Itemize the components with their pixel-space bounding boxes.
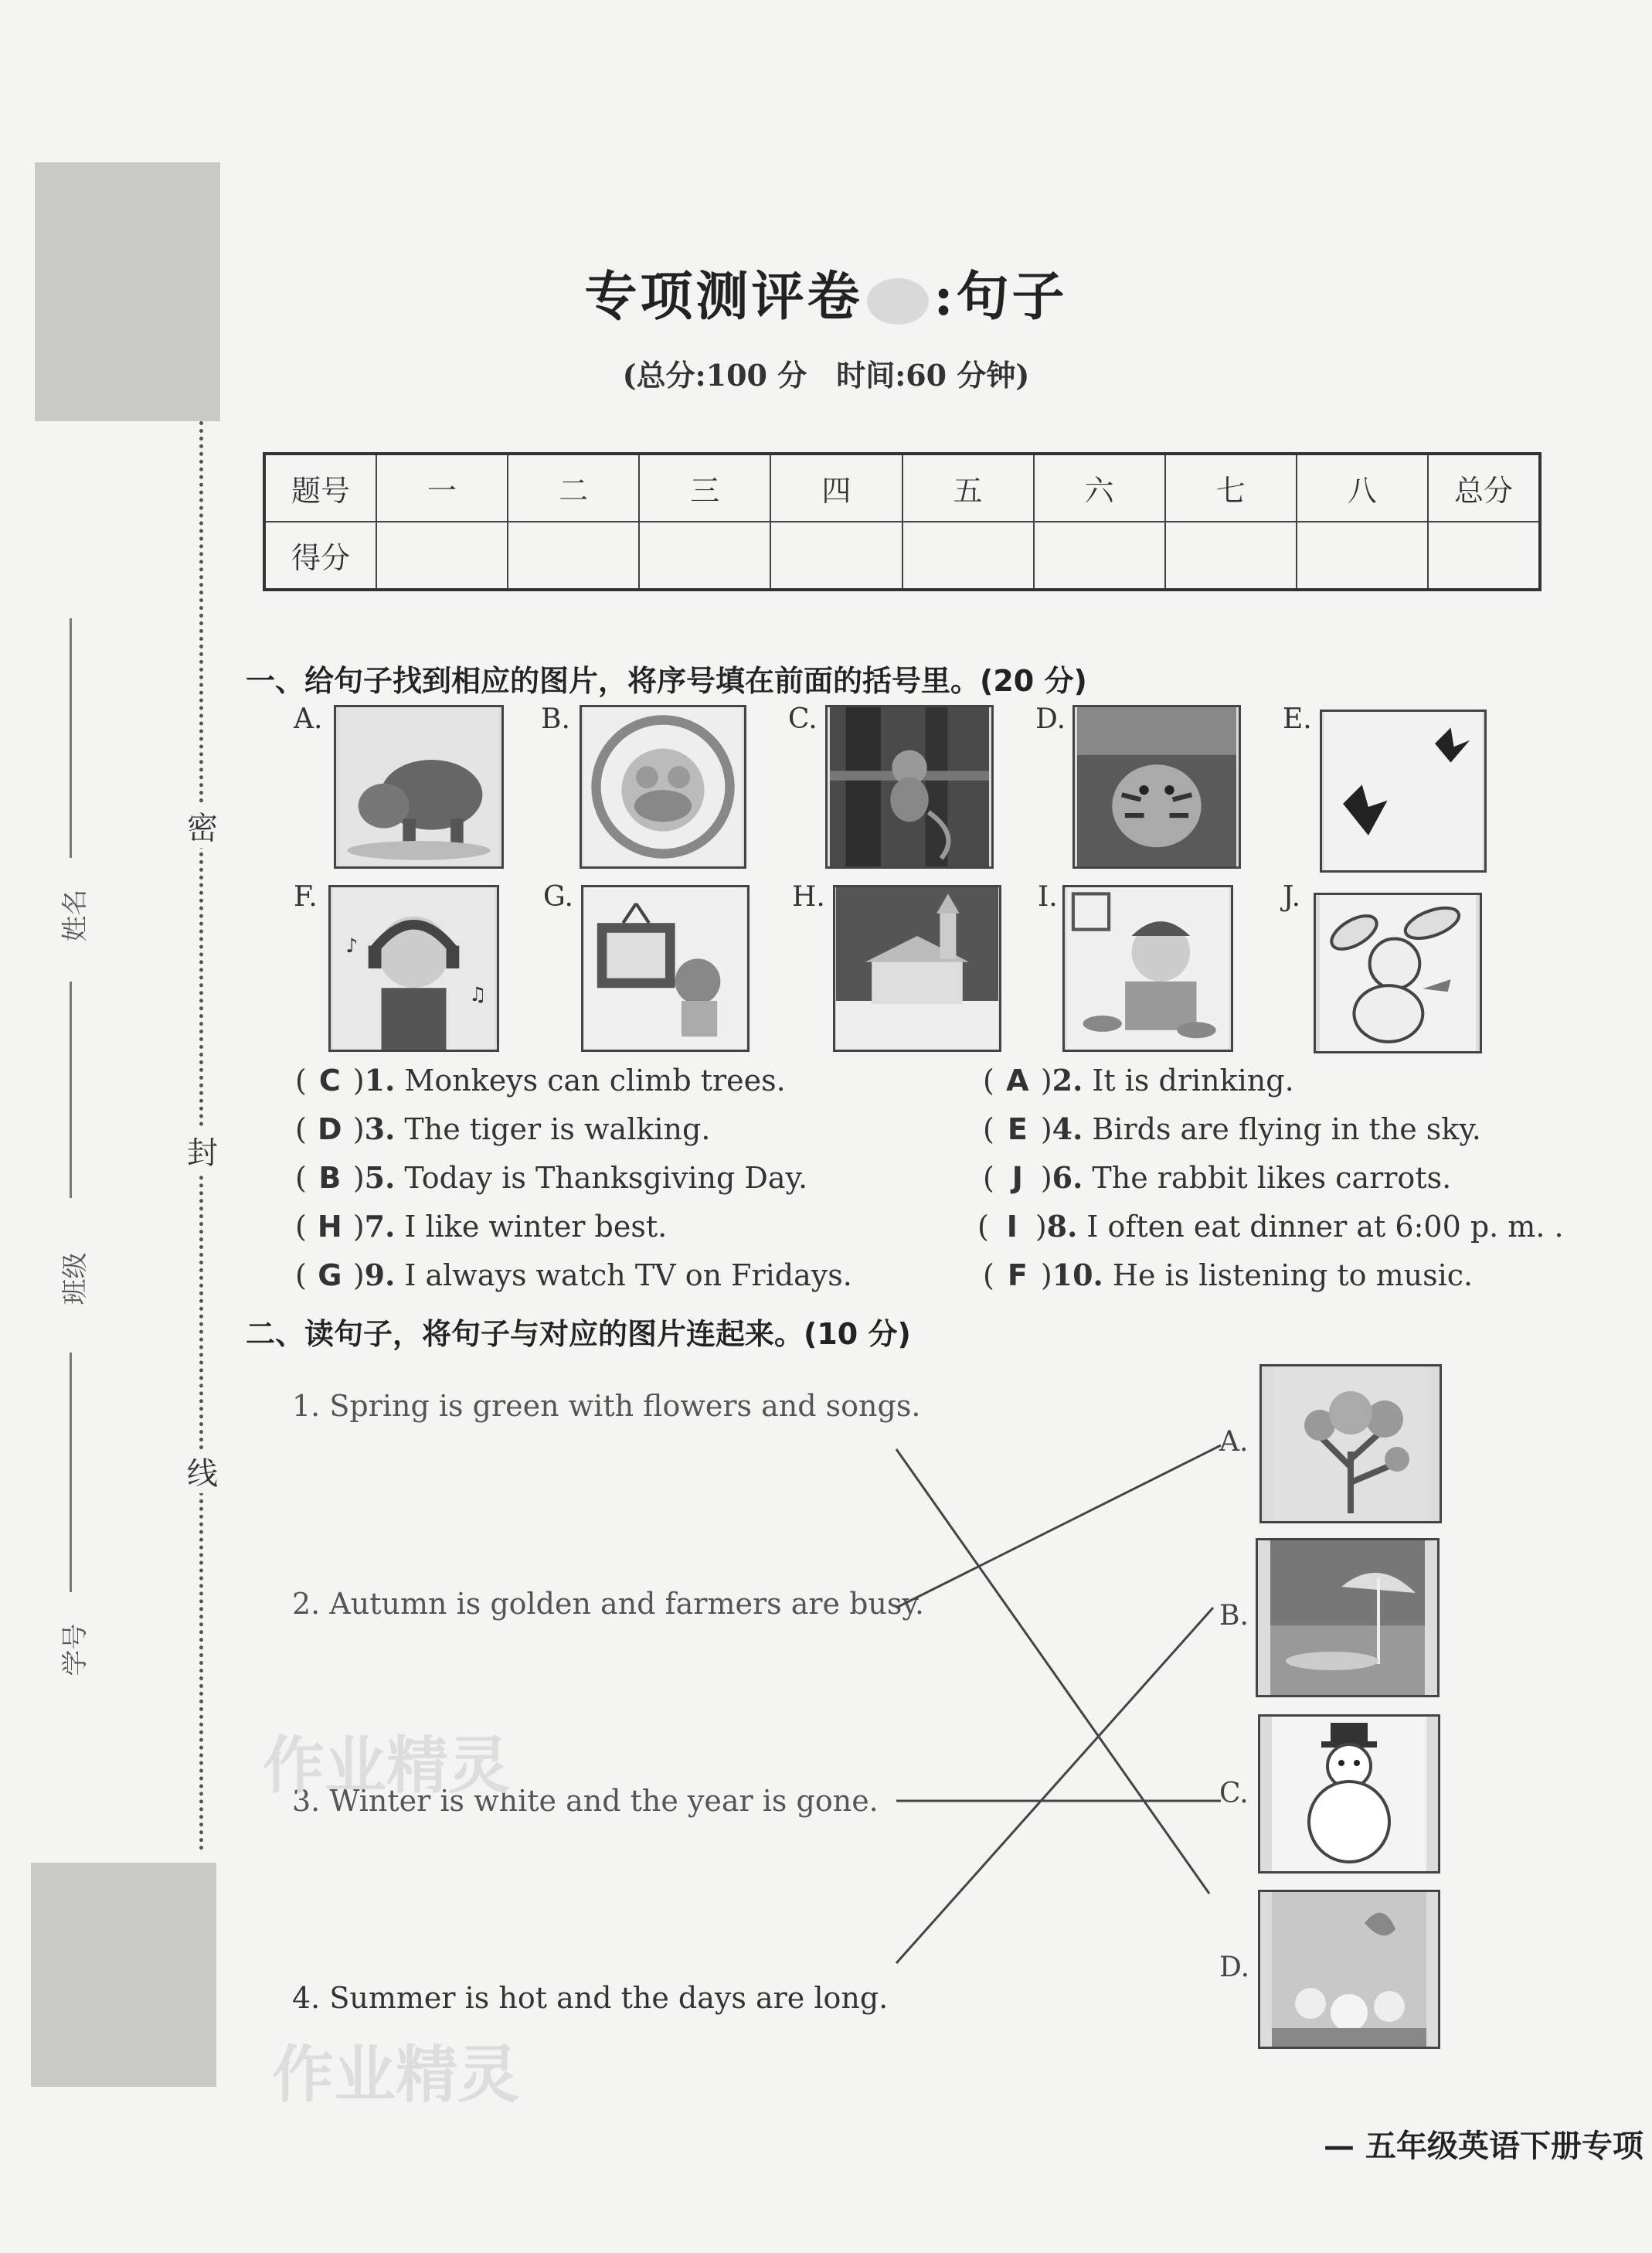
page-footer: — 五年级英语下册专项 <box>1324 2128 1644 2164</box>
name-label: 姓名 <box>59 889 91 942</box>
match-sentence-4: 4. Summer is hot and the days are long. <box>292 1981 889 2015</box>
score-cell-5: 五 <box>902 454 1034 522</box>
score-cell-4: 四 <box>770 454 902 522</box>
question-8: ( I )8. I often eat dinner at 6:00 p. m. . <box>977 1209 1564 1244</box>
answer-blank-3[interactable]: D <box>318 1112 342 1146</box>
score-cell-3: 三 <box>639 454 770 522</box>
section2-heading: 二、读句子，将句子与对应的图片连起来。(10 分) <box>246 1317 911 1351</box>
pic-letter-i: I. <box>1038 881 1058 913</box>
answer-blank-5[interactable]: B <box>318 1161 342 1195</box>
score-cell-6: 六 <box>1034 454 1165 522</box>
match-sentence-2: 2. Autumn is golden and farmers are busy. <box>292 1587 924 1621</box>
pic-letter-e: E. <box>1283 703 1312 735</box>
match-letter-d: D. <box>1219 1952 1250 1983</box>
answer-blank-2[interactable]: A <box>1006 1064 1029 1098</box>
match-letter-c: C. <box>1219 1778 1249 1809</box>
score-cell-8: 八 <box>1297 454 1428 522</box>
match-letter-a: A. <box>1219 1426 1249 1458</box>
answer-blank-10[interactable]: F <box>1007 1258 1028 1292</box>
title-main: 专项测评卷 <box>584 266 863 328</box>
class-label: 班级 <box>59 1252 91 1305</box>
pic-letter-b: B. <box>541 703 570 735</box>
match-line-1-d <box>896 1449 1209 1894</box>
question-3: ( D )3. The tiger is walking. <box>295 1111 711 1146</box>
svg-text:♫: ♫ <box>468 983 487 1006</box>
question-9: ( G )9. I always watch TV on Fridays. <box>295 1258 852 1292</box>
seal-char-xian: 线 <box>187 1449 218 1493</box>
pic-letter-f: F. <box>294 881 318 913</box>
question-1: ( C )1. Monkeys can climb trees. <box>295 1063 786 1098</box>
score-cell-7: 七 <box>1165 454 1297 522</box>
match-letter-b: B. <box>1219 1600 1249 1632</box>
watermark-2: 作业精灵 <box>272 2039 519 2111</box>
match-sentence-3: 3. Winter is white and the year is gone. <box>292 1784 879 1818</box>
autumn-tree-icon <box>1259 1364 1442 1523</box>
beach-umbrella-icon <box>1256 1538 1440 1697</box>
score-cell-2: 二 <box>508 454 639 522</box>
answer-blank-4[interactable]: E <box>1007 1112 1028 1146</box>
answer-blank-7[interactable]: H <box>317 1210 342 1244</box>
score-cell-label: 题号 <box>264 454 376 522</box>
question-5: ( B )5. Today is Thanksgiving Day. <box>295 1160 808 1195</box>
page-subtitle: (总分:100 分 时间:60 分钟) <box>622 358 1030 393</box>
score-cell-total: 总分 <box>1428 454 1540 522</box>
section1-heading: 一、给句子找到相应的图片，将序号填在前面的括号里。(20 分) <box>246 664 1087 698</box>
answer-blank-1[interactable]: C <box>318 1064 341 1098</box>
score-row-label: 得分 <box>264 522 376 590</box>
seal-char-feng: 封 <box>187 1128 218 1172</box>
question-2: ( A )2. It is drinking. <box>983 1063 1294 1098</box>
pic-letter-c: C. <box>788 703 818 735</box>
match-line-4-b <box>896 1608 1213 1963</box>
flowers-butterfly-icon <box>1258 1890 1440 2049</box>
pic-letter-h: H. <box>792 881 825 913</box>
pic-letter-j: J. <box>1283 881 1301 913</box>
match-sentence-1: 1. Spring is green with flowers and songs. <box>292 1389 921 1423</box>
title-tail: :句子 <box>933 266 1068 328</box>
score-cell-1: 一 <box>376 454 508 522</box>
seal-char-mi: 密 <box>187 804 218 848</box>
watermark-1: 作业精灵 <box>263 1730 510 1802</box>
pic-letter-g: G. <box>543 881 573 913</box>
snowman-icon <box>1258 1714 1440 1874</box>
answer-blank-8[interactable]: I <box>1006 1210 1018 1244</box>
pic-letter-d: D. <box>1035 703 1066 735</box>
answer-blank-6[interactable]: J <box>1011 1161 1023 1195</box>
student-id-label: 学号 <box>59 1623 91 1676</box>
question-6: ( J )6. The rabbit likes carrots. <box>983 1160 1452 1195</box>
answer-blank-9[interactable]: G <box>318 1258 342 1292</box>
pic-letter-a: A. <box>294 703 323 735</box>
question-4: ( E )4. Birds are flying in the sky. <box>983 1111 1481 1146</box>
question-10: ( F )10. He is listening to music. <box>983 1258 1474 1292</box>
match-line-2-a <box>896 1445 1221 1608</box>
svg-text:♪: ♪ <box>345 934 359 957</box>
question-7: ( H )7. I like winter best. <box>295 1209 668 1244</box>
